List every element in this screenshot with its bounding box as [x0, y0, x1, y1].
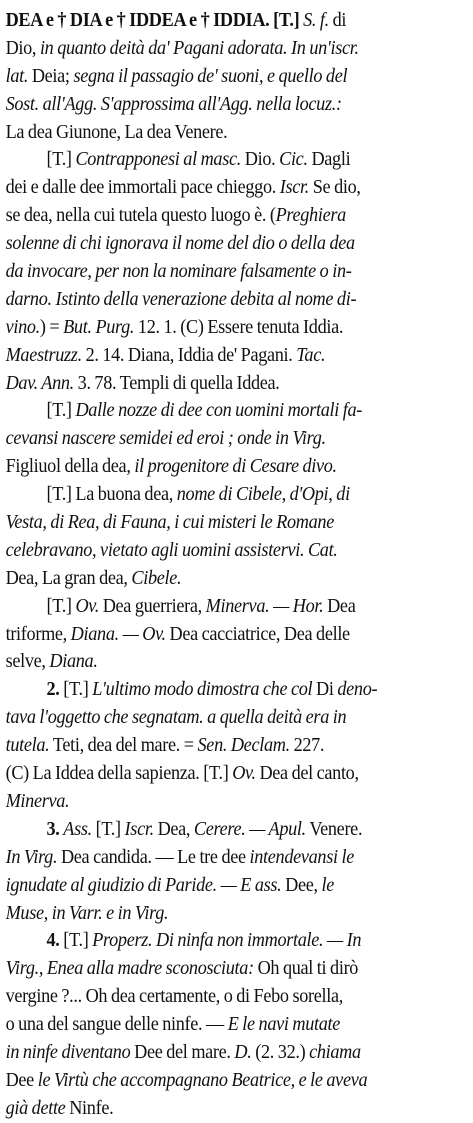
text-segment: Diana. — [49, 651, 98, 673]
text-segment: 2. 14. Diana, Iddia de' Pagani. — [81, 344, 297, 366]
entry-sense-paragraph — [6, 676, 467, 815]
text-segment: Cerere. — Apul. — [193, 818, 306, 840]
text-segment: Tac. — [296, 344, 326, 366]
text-segment: [T.] — [63, 679, 93, 701]
text-segment: [T.] — [63, 930, 93, 952]
text-line — [6, 565, 467, 593]
text-line — [6, 648, 467, 676]
text-segment: Dea candida. — Le tre dee — [57, 846, 250, 868]
text-line — [6, 1011, 467, 1039]
text-segment: solenne di chi ignorava il nome del dio o della dea — [5, 233, 355, 255]
text-line — [6, 816, 467, 844]
text-segment: deno- — [337, 679, 378, 701]
text-line — [6, 676, 467, 704]
text-segment: Maestruzz. — [5, 344, 82, 366]
text-segment: Sen. Declam. — [197, 735, 290, 757]
text-line — [6, 1095, 467, 1123]
text-segment: Iscr. — [124, 818, 154, 840]
text-line — [6, 927, 467, 955]
text-segment: Ov. — [232, 763, 256, 785]
text-line — [6, 286, 467, 314]
text-segment: tava l'oggetto che segnatam. a quella deità era in — [5, 707, 347, 729]
text-segment: E le navi mutate — [227, 1014, 341, 1036]
text-line — [6, 900, 467, 928]
text-segment: Dee del mare. — [130, 1041, 235, 1063]
text-segment: Virg., Enea alla madre sconosciuta: — [5, 958, 254, 980]
text-line — [6, 174, 467, 202]
text-segment: Diana. — Ov. — [70, 623, 166, 645]
text-line — [6, 230, 467, 258]
text-segment: Dea — [323, 595, 356, 617]
entry-headword-paragraph — [6, 7, 467, 146]
text-segment: 3. — [46, 818, 64, 840]
text-segment: cevansi nascere semidei ed eroi ; onde in Virg. — [5, 428, 326, 450]
text-line — [6, 788, 467, 816]
text-line — [6, 1067, 467, 1095]
text-segment: Dea cacciatrice, Dea delle — [165, 623, 350, 645]
text-line — [6, 7, 467, 35]
text-segment: [T.] — [46, 595, 76, 617]
text-segment: Preghiera — [275, 205, 346, 227]
text-segment: ) = — [39, 316, 64, 338]
text-segment: di — [328, 10, 347, 31]
text-line — [6, 509, 467, 537]
text-segment: chiama — [309, 1041, 361, 1063]
text-line — [6, 63, 467, 91]
text-segment: Ov. — [75, 595, 99, 617]
text-segment: in quanto deità da' Pagani adorata. In un'iscr. — [39, 37, 359, 59]
text-segment: Sost. all'Agg. S'approssima all'Agg. nella locuz.: — [5, 93, 342, 115]
text-segment: Minerva. — [5, 790, 70, 812]
text-line — [6, 202, 467, 230]
text-segment: selve, — [5, 651, 50, 673]
text-line — [6, 760, 467, 788]
text-line — [6, 872, 467, 900]
text-segment: tutela. — [5, 735, 50, 757]
text-line — [6, 844, 467, 872]
text-line — [6, 1039, 467, 1067]
text-segment: 12. 1. (C) Essere tenuta Iddia. — [134, 316, 344, 338]
text-segment: Se dio, — [308, 177, 361, 199]
text-segment: 3. 78. Templi di quella Iddea. — [73, 372, 280, 394]
text-segment: S. f. — [303, 10, 329, 31]
text-segment: Dagli — [307, 149, 351, 171]
entry-sense-paragraph — [6, 397, 467, 481]
text-segment: già dette — [5, 1097, 66, 1119]
entry-sense-paragraph — [6, 816, 467, 928]
text-segment: Cic. — [279, 149, 308, 171]
text-segment: Dee, — [281, 874, 322, 896]
text-segment: Ass. — [63, 818, 92, 840]
text-segment: L'ultimo modo dimostra che col — [92, 679, 313, 701]
text-line — [6, 425, 467, 453]
entry-sense-paragraph — [6, 593, 467, 677]
text-segment: nome di Cibele, d'Opi, di — [176, 484, 350, 506]
text-line — [6, 258, 467, 286]
text-segment: D. — [234, 1041, 252, 1063]
text-segment: Dea, La gran dea, — [5, 567, 132, 589]
text-segment: Properz. Di ninfa non immortale. — In — [92, 930, 362, 952]
text-segment: 227. — [289, 735, 325, 757]
text-segment: (2. 32.) — [251, 1041, 310, 1063]
text-segment: da invocare, per non la nominare falsamente o in- — [5, 261, 352, 283]
text-segment: lat. — [5, 65, 29, 87]
text-segment: vergine ?... Oh dea certamente, o di Febo sorella, — [5, 986, 343, 1008]
text-segment: il progenitore di Cesare divo. — [134, 456, 337, 478]
text-line — [6, 732, 467, 760]
text-segment: Dio, — [5, 37, 40, 59]
text-line — [6, 704, 467, 732]
text-segment: ignudate al giudizio di Paride. — E ass. — [5, 874, 282, 896]
text-segment: intendevansi le — [249, 846, 354, 868]
text-line — [6, 342, 467, 370]
text-line — [6, 91, 467, 119]
text-segment: dei e dalle dee immortali pace chieggo. — [5, 177, 280, 199]
text-line — [6, 955, 467, 983]
text-segment: 2. — [46, 679, 64, 701]
text-line — [6, 397, 467, 425]
text-segment: Figliuol della dea, — [5, 456, 135, 478]
text-segment: darno. Istinto della venerazione debita al nome di- — [5, 288, 357, 310]
text-segment: Dav. Ann. — [5, 372, 74, 394]
text-segment: vino. — [5, 316, 40, 338]
text-segment: Dee — [5, 1069, 38, 1091]
text-segment: Iscr. — [279, 177, 309, 199]
text-segment: Venere. — [305, 818, 363, 840]
text-line — [6, 35, 467, 63]
text-segment: se dea, nella cui tutela questo luogo è. ( — [5, 205, 276, 227]
text-line — [6, 453, 467, 481]
text-segment: Dea guerriera, — [98, 595, 206, 617]
text-segment: Dalle nozze di dee con uomini mortali fa- — [75, 400, 363, 422]
text-segment: in ninfe diventano — [5, 1041, 131, 1063]
text-segment: o una del sangue delle ninfe. — — [5, 1014, 228, 1036]
text-line — [6, 481, 467, 509]
text-line — [6, 621, 467, 649]
entry-sense-paragraph — [6, 481, 467, 593]
text-segment: 4. — [46, 930, 64, 952]
text-segment: le — [321, 874, 335, 896]
text-segment: Di — [312, 679, 338, 701]
text-segment: Oh qual ti dirò — [253, 958, 359, 980]
text-segment: DEA e † DIA e † IDDEA e † IDDIA. [T.] — [5, 10, 304, 31]
text-segment: Minerva. — Hor. — [205, 595, 324, 617]
text-line — [6, 314, 467, 342]
text-segment: [T.] La buona dea, — [46, 484, 177, 506]
text-segment: Vesta, di Rea, di Fauna, i cui misteri le Romane — [5, 512, 334, 534]
text-line — [6, 983, 467, 1011]
text-segment: Ninfe. — [65, 1097, 114, 1119]
text-segment: celebravano, vietato agli uomini assistervi. Cat. — [5, 539, 338, 561]
text-segment: [T.] — [46, 149, 76, 171]
text-segment: Cibele. — [131, 567, 182, 589]
text-segment: Dea del canto, — [255, 763, 359, 785]
text-segment: But. Purg. — [63, 316, 135, 338]
text-line — [6, 593, 467, 621]
text-segment: [T.] — [91, 818, 125, 840]
entry-sense-paragraph — [6, 146, 467, 397]
text-segment: In Virg. — [5, 846, 58, 868]
text-segment: Dio. — [240, 149, 280, 171]
text-segment: segna il passagio de' suoni, e quello del — [73, 65, 348, 87]
text-segment: [T.] — [46, 400, 76, 422]
text-segment: Deia; — [28, 65, 74, 87]
text-line — [6, 119, 467, 147]
text-segment: La dea Giunone, La dea Venere. — [5, 121, 228, 143]
text-segment: triforme, — [5, 623, 71, 645]
text-line — [6, 146, 467, 174]
text-segment: (C) La Iddea della sapienza. [T.] — [5, 763, 233, 785]
text-line — [6, 537, 467, 565]
text-segment: Teti, dea del mare. = — [49, 735, 198, 757]
text-segment: Contrapponesi al masc. — [75, 149, 241, 171]
text-line — [6, 370, 467, 398]
entry-sense-paragraph — [6, 927, 467, 1122]
text-segment: Dea, — [153, 818, 194, 840]
text-segment: le Virtù che accompagnano Beatrice, e le aveva — [37, 1069, 368, 1091]
text-segment: Muse, in Varr. e in Virg. — [5, 902, 169, 924]
